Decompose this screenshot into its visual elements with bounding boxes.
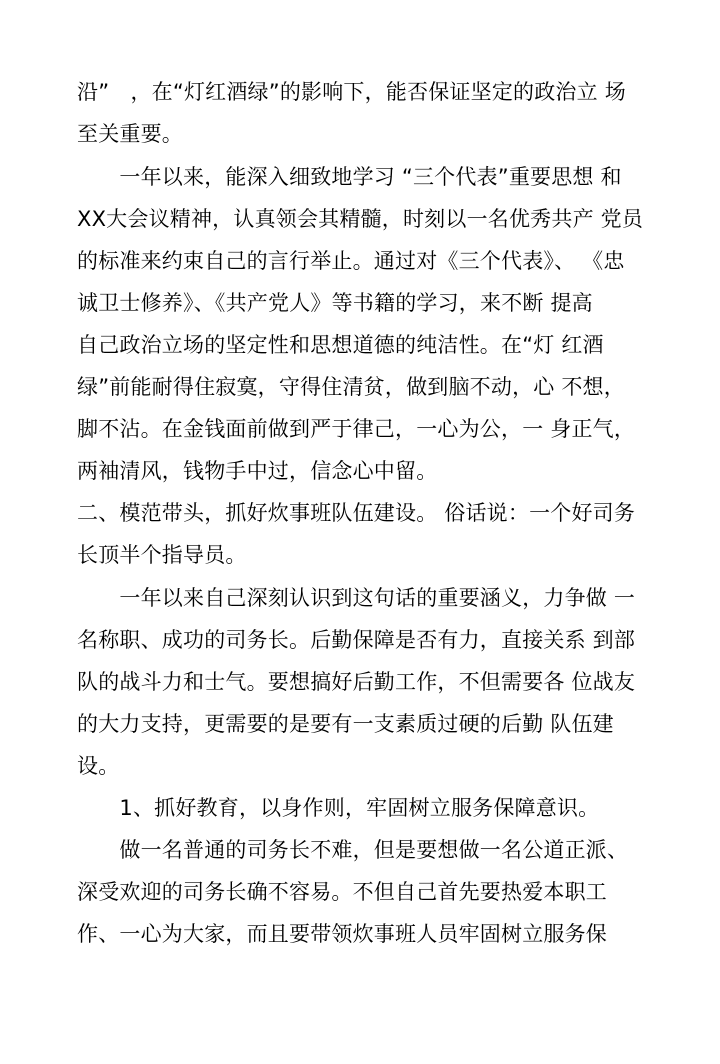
text-line: 一年以来，能深入细致地学习 “三个代表”重要思想 和 (77, 165, 622, 189)
text-line: 脚不沾。在金钱面前做到严于律己，一心为公，一 身正气， (77, 417, 636, 441)
text-line: 诚卫士修养》、《共产党人》等书籍的学习，来不断 提高 (77, 291, 593, 315)
text-line: 设。 (77, 754, 120, 778)
text-line: 至关重要。 (77, 122, 183, 146)
text-line: 一年以来自己深刻认识到这句话的重要涵义，力争做 一 (77, 586, 636, 610)
text-line: 名称职、成功的司务长。后勤保障是否有力，直接关系 到部 (77, 628, 636, 652)
text-line: 绿”前能耐得住寂寞，守得住清贫，做到脑不动，心 不想， (77, 375, 625, 399)
text-line: XX大会议精神，认真领会其精髓，时刻以一名优秀共产 党员 (77, 207, 644, 231)
text-line: 长顶半个指导员。 (77, 543, 247, 567)
text-line: 队的战斗力和士气。要想搞好后勤工作，不但需要各 位战友 (77, 670, 636, 694)
subsection-heading-line: 1、抓好教育，以身作则，牢固树立服务保障意识。 (77, 796, 600, 820)
text-line: 自己政治立场的坚定性和思想道德的纯洁性。在“灯 红酒 (77, 333, 604, 357)
text-line: 作、一心为大家，而且要带领炊事班人员牢固树立服务保 (77, 922, 607, 946)
text-line: 深受欢迎的司务长确不容易。不但自己首先要热爱本职工 (77, 880, 607, 904)
text-line: 的标准来约束自己的言行举止。通过对《三个代表》、 《忠 (77, 249, 625, 273)
text-line: 做一名普通的司务长不难，但是要想做一名公道正派、 (77, 838, 629, 862)
text-line: 两袖清风，钱物手中过，信念心中留。 (77, 459, 438, 483)
text-line: 沿” ，在“灯红酒绿”的影响下，能否保证坚定的政治立 场 (77, 80, 626, 104)
section-heading-line: 二、模范带头，抓好炊事班队伍建设。 俗话说：一个好司务 (77, 501, 636, 525)
text-line: 的大力支持，更需要的是要有一支素质过硬的后勤 队伍建 (77, 712, 614, 736)
